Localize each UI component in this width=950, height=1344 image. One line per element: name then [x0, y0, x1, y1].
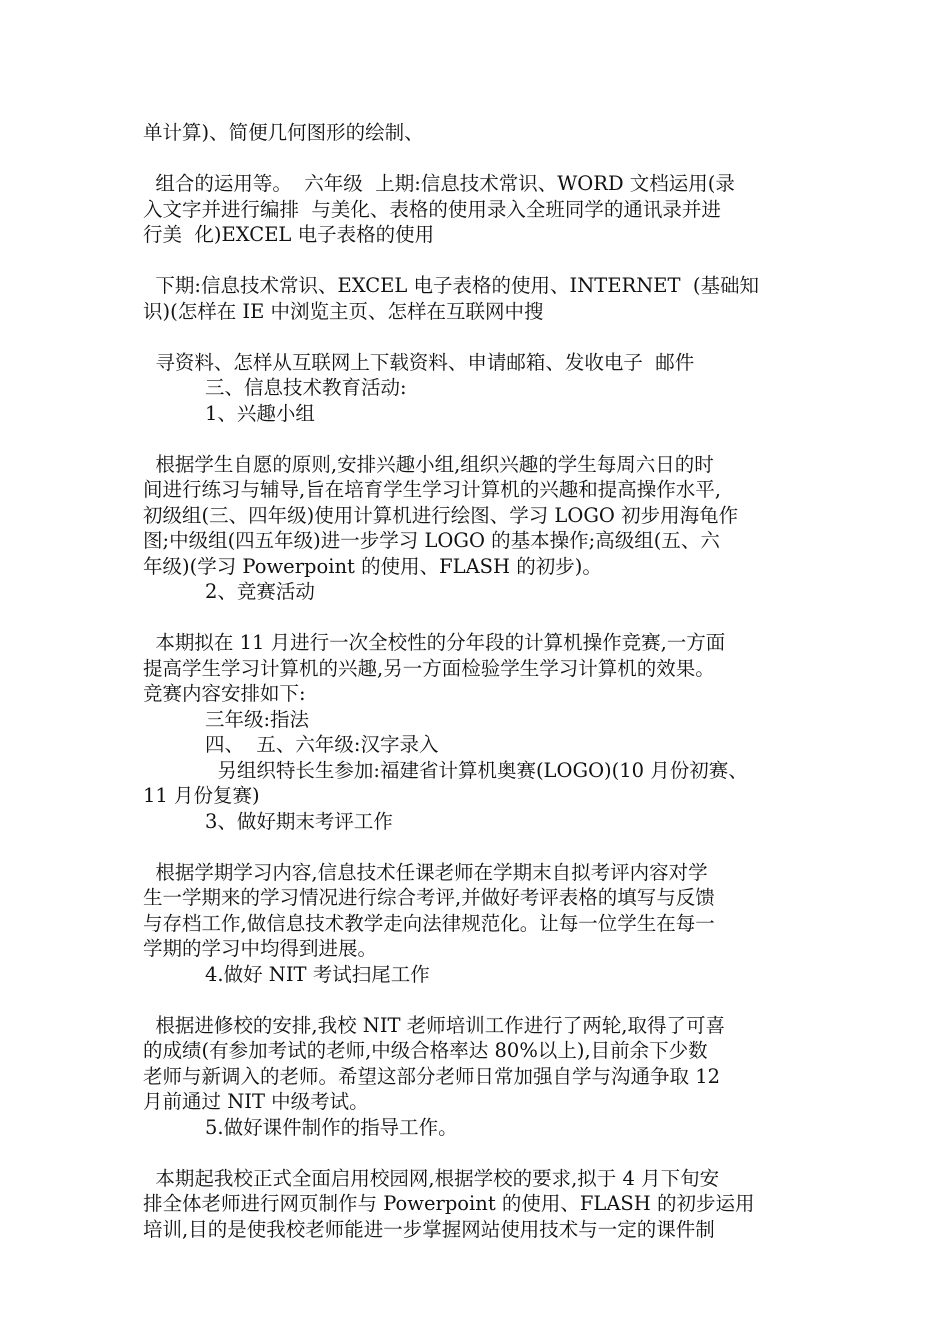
- text-line: 2、竞赛活动: [143, 580, 315, 603]
- document-body: [143, 120, 823, 1242]
- text-line: 四、 五、六年级:汉字录入: [143, 733, 439, 756]
- paragraph-gap: [143, 248, 823, 274]
- text-line: 入文字并进行编排 与美化、表格的使用录入全班同学的通讯录并进: [143, 197, 721, 221]
- text-line: 3、做好期末考评工作: [143, 809, 393, 833]
- paragraph-gap: [143, 426, 823, 452]
- text-line: 与存档工作,做信息技术教学走向法律规范化。让每一位学生在每一: [143, 911, 715, 935]
- paragraph-gap: [143, 834, 823, 860]
- text-line: 月前通过 NIT 中级考试。: [143, 1090, 369, 1113]
- text-line: 排全体老师进行网页制作与 Powerpoint 的使用、FLASH 的初步运用: [143, 1192, 755, 1215]
- text-line: 三、信息技术教育活动:: [143, 376, 407, 399]
- text-line: 生一学期来的学习情况进行综合考评,并做好考评表格的填写与反馈: [143, 886, 715, 909]
- text-line: 根据进修校的安排,我校 NIT 老师培训工作进行了两轮,取得了可喜: [143, 1013, 725, 1037]
- text-line: 培训,目的是使我校老师能进一步掌握网站使用技术与一定的课件制: [143, 1217, 715, 1241]
- text-line: 间进行练习与辅导,旨在培育学生学习计算机的兴趣和提高操作水平,: [143, 478, 721, 501]
- text-line: 图;中级组(四五年级)进一步学习 LOGO 的基本操作;高级组(五、六: [143, 529, 720, 552]
- paragraph-gap: [143, 1140, 823, 1166]
- text-line: 下期:信息技术常识、EXCEL 电子表格的使用、INTERNET (基础知: [143, 274, 760, 297]
- text-line: 4.做好 NIT 考试扫尾工作: [143, 962, 430, 986]
- text-line: 根据学生自愿的原则,安排兴趣小组,组织兴趣的学生每周六日的时: [143, 452, 714, 476]
- paragraph-gap: [143, 987, 823, 1013]
- text-line: 另组织特长生参加:福建省计算机奥赛(LOGO)(10 月份初赛、: [143, 758, 748, 782]
- text-line: 单计算)、简便几何图形的绘制、: [143, 121, 424, 144]
- text-line: 寻资料、怎样从互联网上下载资料、申请邮箱、发收电子 邮件: [143, 350, 695, 374]
- text-line: 识)(怎样在 IE 中浏览主页、怎样在互联网中搜: [143, 299, 544, 323]
- paragraph-gap: [143, 605, 823, 631]
- text-line: 根据学期学习内容,信息技术任课老师在学期末自拟考评内容对学: [143, 860, 708, 884]
- text-line: 老师与新调入的老师。希望这部分老师日常加强自学与沟通争取 12: [143, 1064, 721, 1088]
- paragraph-gap: [143, 324, 823, 350]
- paragraph-gap: [143, 146, 823, 172]
- text-line: 提高学生学习计算机的兴趣,另一方面检验学生学习计算机的效果。: [143, 656, 715, 680]
- text-line: 1、兴趣小组: [143, 401, 315, 425]
- text-line: 5.做好课件制作的指导工作。: [143, 1115, 458, 1139]
- text-line: 竞赛内容安排如下:: [143, 682, 306, 705]
- text-line: 学期的学习中均得到进展。: [143, 937, 378, 960]
- text-line: 的成绩(有参加考试的老师,中级合格率达 80%以上),目前余下少数: [143, 1039, 708, 1062]
- text-line: 行美 化)EXCEL 电子表格的使用: [143, 223, 435, 246]
- text-line: 11 月份复赛): [143, 784, 260, 807]
- text-line: 初级组(三、四年级)使用计算机进行绘图、学习 LOGO 初步用海龟作: [143, 503, 739, 527]
- text-line: 本期起我校正式全面启用校园网,根据学校的要求,拟于 4 月下旬安: [143, 1166, 720, 1190]
- text-line: 三年级:指法: [143, 707, 310, 731]
- text-line: 本期拟在 11 月进行一次全校性的分年段的计算机操作竞赛,一方面: [143, 631, 726, 654]
- text-line: 年级)(学习 Powerpoint 的使用、FLASH 的初步)。: [143, 554, 602, 578]
- text-line: 组合的运用等。 六年级 上期:信息技术常识、WORD 文档运用(录: [143, 172, 735, 195]
